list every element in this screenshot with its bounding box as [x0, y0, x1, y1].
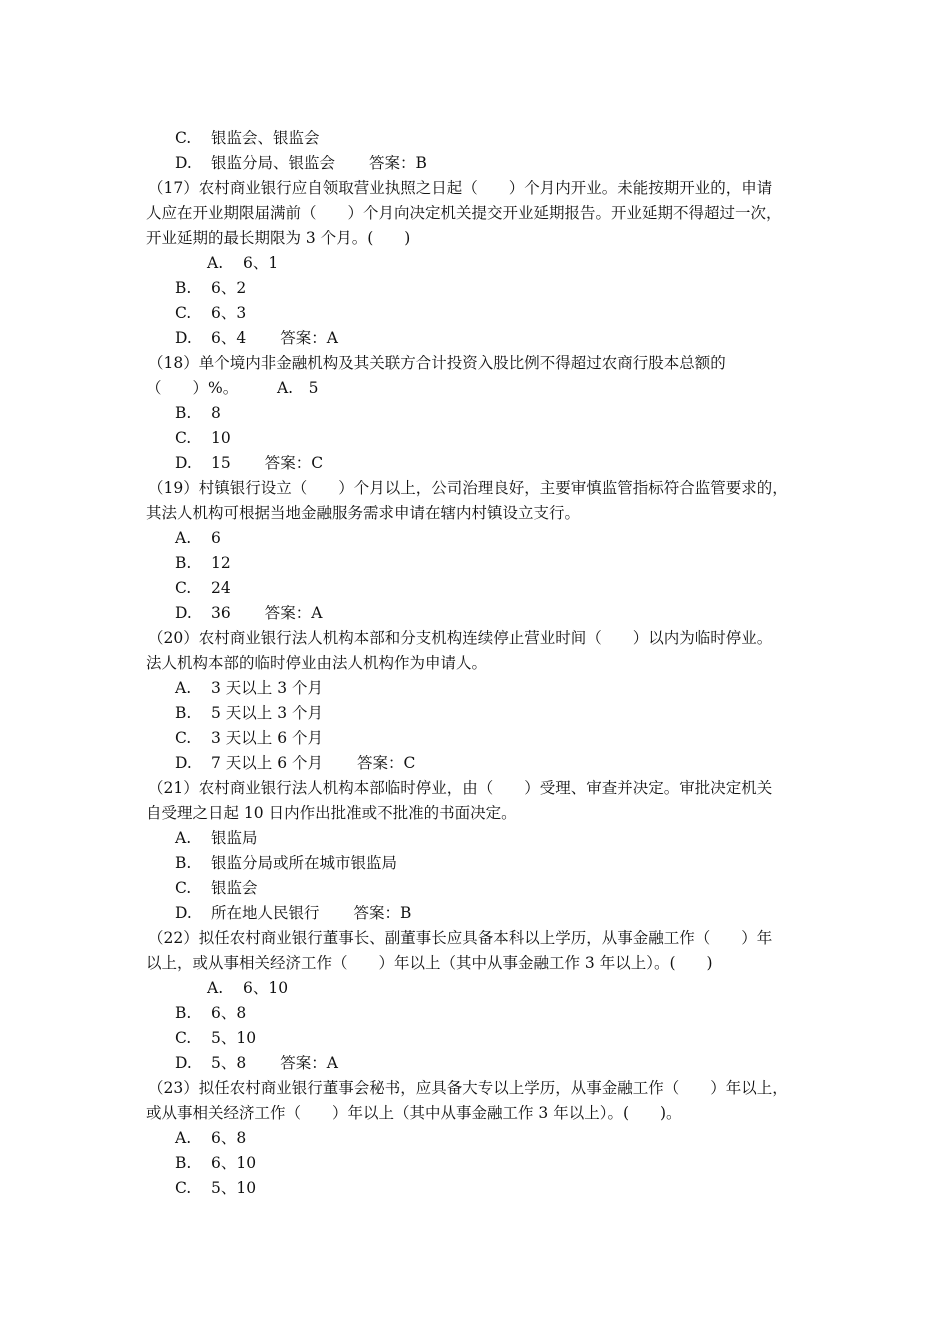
option-letter: C. — [175, 879, 192, 897]
answer-option — [175, 851, 397, 876]
option-letter: B. — [175, 1004, 192, 1022]
answer-option — [175, 901, 411, 926]
option-text: 3 天以上 6 个月 — [211, 729, 324, 747]
option-text: 银监分局或所在城市银监局 — [211, 854, 398, 872]
question-continuation: 以上，或从事相关经济工作（ ）年以上（其中从事金融工作 3 年以上）。( ) — [146, 954, 713, 972]
question-text: （23）拟任农村商业银行董事会秘书，应具备大专以上学历，从事金融工作（ ）年以上， — [148, 1079, 788, 1097]
option-text: 36 — [211, 604, 231, 622]
option-letter: D. — [175, 754, 192, 772]
answer-option — [207, 251, 278, 276]
option-letter: D. — [175, 604, 192, 622]
question-continuation: （ ）%。 A. 5 — [146, 379, 319, 397]
answer-key: 答案：A — [280, 1054, 338, 1072]
answer-option — [207, 976, 288, 1001]
answer-option — [175, 576, 231, 601]
option-text: 6、8 — [211, 1129, 247, 1147]
answer-key: 答案：C — [264, 454, 324, 472]
option-letter: A. — [175, 829, 192, 847]
option-letter: C. — [175, 729, 192, 747]
option-letter: C. — [175, 1029, 192, 1047]
option-text: 24 — [211, 579, 231, 597]
option-text: 6、2 — [211, 279, 247, 297]
option-text: 银监会、银监会 — [211, 129, 320, 147]
option-letter: B. — [175, 1154, 192, 1172]
question-continuation: 法人机构本部的临时停业由法人机构作为申请人。 — [146, 654, 488, 672]
question-text: （19）村镇银行设立（ ）个月以上，公司治理良好，主要审慎监管指标符合监管要求的， — [148, 479, 788, 497]
option-letter: C. — [175, 304, 192, 322]
option-text: 6、3 — [211, 304, 247, 322]
answer-option — [175, 276, 246, 301]
option-letter: C. — [175, 579, 192, 597]
option-text: 12 — [211, 554, 231, 572]
option-text: 5、10 — [211, 1179, 257, 1197]
option-text: 6、8 — [211, 1004, 247, 1022]
option-letter: D. — [175, 329, 192, 347]
option-text: 银监局 — [211, 829, 258, 847]
question-text: （20）农村商业银行法人机构本部和分支机构连续停止营业时间（ ）以内为临时停业。 — [148, 629, 773, 647]
option-text: 6、10 — [211, 1154, 257, 1172]
answer-option — [175, 301, 246, 326]
option-text: 10 — [211, 429, 231, 447]
answer-option — [175, 451, 323, 476]
question-text: （18）单个境内非金融机构及其关联方合计投资入股比例不得超过农商行股本总额的 — [148, 354, 726, 372]
answer-key: 答案：B — [353, 904, 412, 922]
option-letter: C. — [175, 429, 192, 447]
option-text: 5 天以上 3 个月 — [211, 704, 324, 722]
answer-option — [175, 1126, 246, 1151]
answer-option — [175, 426, 231, 451]
option-text: 6、10 — [243, 979, 289, 997]
answer-option — [175, 1001, 246, 1026]
option-letter: A. — [207, 979, 224, 997]
answer-key: 答案：C — [357, 754, 416, 772]
question-text: （21）农村商业银行法人机构本部临时停业，由（ ）受理、审查并决定。审批决定机关 — [148, 779, 773, 797]
answer-option — [175, 826, 258, 851]
option-text: 8 — [211, 404, 221, 422]
answer-option — [175, 151, 427, 176]
option-text: 银监会 — [211, 879, 258, 897]
answer-option — [175, 401, 221, 426]
option-text: 3 天以上 3 个月 — [211, 679, 324, 697]
option-letter: D. — [175, 1054, 192, 1072]
option-text: 银监分局、银监会 — [211, 154, 336, 172]
option-letter: D. — [175, 904, 192, 922]
option-text: 6、1 — [243, 254, 279, 272]
answer-option — [175, 526, 221, 551]
option-letter: C. — [175, 129, 192, 147]
answer-key: 答案：A — [264, 604, 323, 622]
option-text: 6、4 — [211, 329, 247, 347]
option-text: 7 天以上 6 个月 — [211, 754, 324, 772]
answer-option — [175, 676, 323, 701]
answer-option — [175, 326, 338, 351]
option-letter: C. — [175, 1179, 192, 1197]
answer-option — [175, 1176, 256, 1201]
option-letter: B. — [175, 279, 192, 297]
question-text: （17）农村商业银行应自领取营业执照之日起（ ）个月内开业。未能按期开业的，申请 — [148, 179, 773, 197]
option-text: 5、10 — [211, 1029, 257, 1047]
option-letter: B. — [175, 854, 192, 872]
option-text: 6 — [211, 529, 221, 547]
question-continuation: 自受理之日起 10 日内作出批准或不批准的书面决定。 — [146, 804, 517, 822]
answer-option — [175, 1051, 338, 1076]
option-letter: A. — [175, 529, 192, 547]
option-letter: A. — [175, 1129, 192, 1147]
option-letter: A. — [175, 679, 192, 697]
answer-option — [175, 876, 258, 901]
answer-key: 答案：B — [369, 154, 427, 172]
question-continuation: 人应在开业期限届满前（ ）个月向决定机关提交开业延期报告。开业延期不得超过一次， — [146, 204, 782, 222]
question-continuation: 其法人机构可根据当地金融服务需求申请在辖内村镇设立支行。 — [146, 504, 581, 522]
option-text: 15 — [211, 454, 231, 472]
answer-option — [175, 1151, 256, 1176]
answer-option — [175, 551, 231, 576]
question-continuation: 开业延期的最长期限为 3 个月。( ) — [146, 229, 411, 247]
answer-option — [175, 1026, 256, 1051]
answer-key: 答案：A — [280, 329, 338, 347]
option-letter: A. — [207, 254, 224, 272]
option-letter: D. — [175, 454, 192, 472]
option-text: 5、8 — [211, 1054, 247, 1072]
answer-option — [175, 751, 415, 776]
answer-option — [175, 601, 322, 626]
option-letter: B. — [175, 704, 192, 722]
option-letter: B. — [175, 404, 192, 422]
option-letter: D. — [175, 154, 192, 172]
answer-option — [175, 726, 323, 751]
option-text: 所在地人民银行 — [211, 904, 320, 922]
question-continuation: 或从事相关经济工作（ ）年以上（其中从事金融工作 3 年以上）。( )。 — [146, 1104, 682, 1122]
answer-option — [175, 701, 323, 726]
answer-option — [175, 126, 320, 151]
option-letter: B. — [175, 554, 192, 572]
question-text: （22）拟任农村商业银行董事长、副董事长应具备本科以上学历，从事金融工作（ ）年 — [148, 929, 773, 947]
